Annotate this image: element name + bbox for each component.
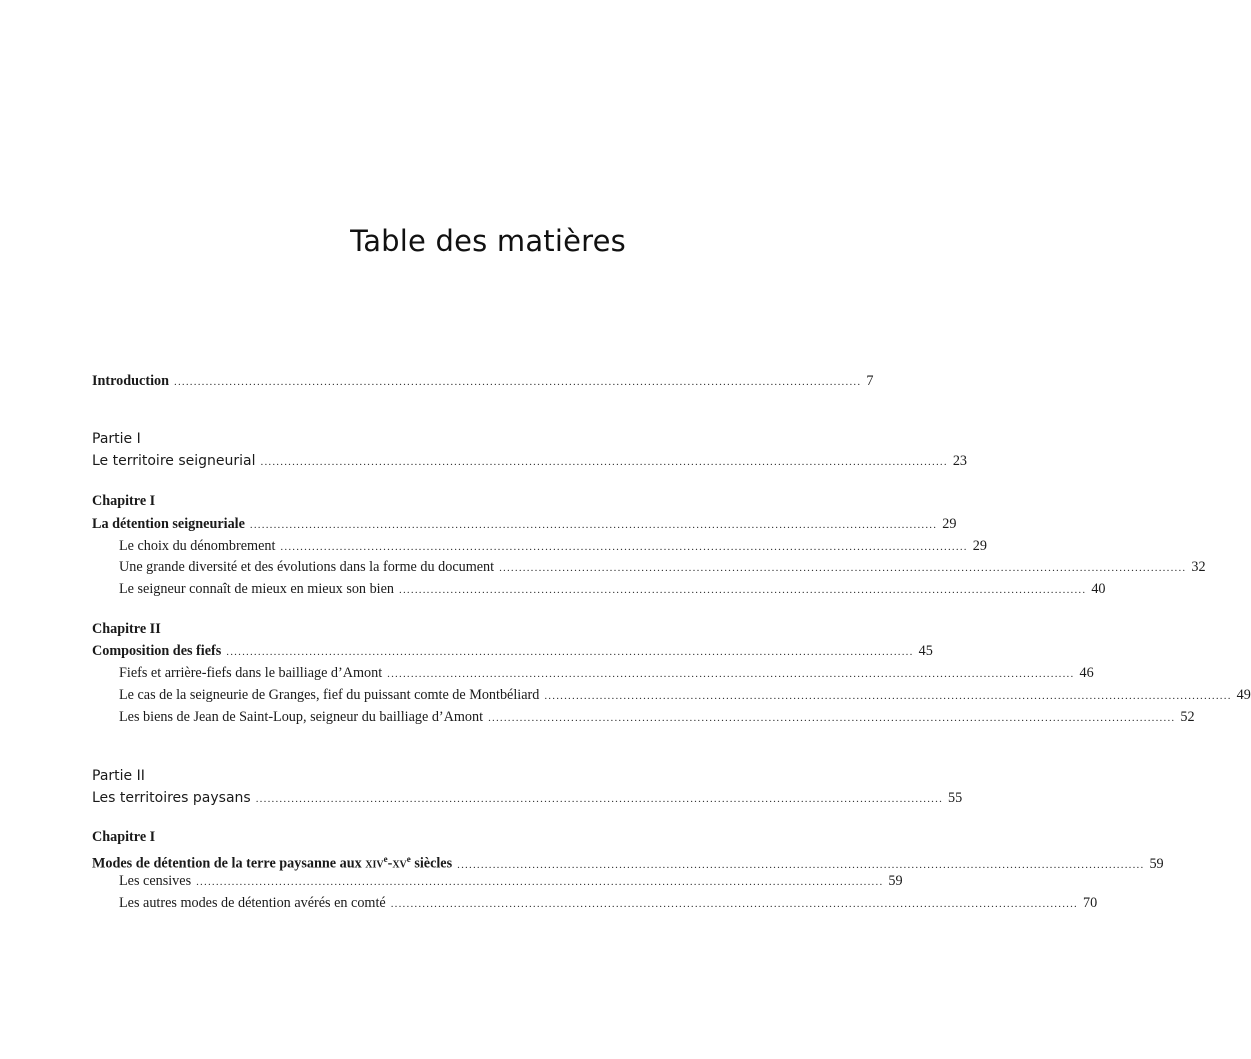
toc-label-start: Modes de détention de la terre paysanne aux [92,855,366,872]
toc-label: Le cas de la seigneurie de Granges, fief du puissant comte de Montbéliard [119,687,540,703]
toc-label: Les territoires paysans [92,790,251,806]
toc-label: La détention seigneuriale [92,516,245,532]
toc-entry-section[interactable] [119,871,903,892]
toc-entry-section[interactable] [119,685,1251,706]
toc-label: Les censives [119,873,192,889]
dot-leader: .............................................................................................................................................................................. [196,876,884,888]
toc-entry-section[interactable] [119,893,1098,914]
toc-page-number: 59 [888,873,903,889]
toc-label: Fiefs et arrière-fiefs dans le bailliage d’Amont [119,665,383,681]
toc-page-number: 7 [866,373,874,389]
toc-entry-introduction[interactable] [92,371,874,392]
dot-leader: .............................................................................................................................................................................. [544,690,1232,702]
toc-label-end: siècles [410,855,453,872]
dot-leader: .............................................................................................................................................................................. [457,858,1145,871]
toc-page-number: 45 [918,643,933,659]
range-dash: - [387,855,393,872]
dot-leader: .............................................................................................................................................................................. [260,456,948,468]
toc-label: Une grande diversité et des évolutions dans la forme du document [119,559,495,575]
century-numeral: xiv [365,855,384,872]
toc-entry-section[interactable] [119,663,1094,684]
toc-label: Le choix du dénombrement [119,538,276,554]
toc-label: Le territoire seigneurial [92,453,256,469]
toc-page-number: 29 [942,516,957,532]
dot-leader: .............................................................................................................................................................................. [499,562,1187,574]
toc-page-number: 55 [948,790,963,806]
toc-entry-part[interactable] [92,451,967,472]
toc-entry-section[interactable] [119,536,987,557]
toc-page-number: 52 [1180,709,1195,725]
toc-page-number: 40 [1091,581,1106,597]
century-numeral: xv [392,855,407,872]
toc-page-number: 32 [1191,559,1206,575]
dot-leader: .............................................................................................................................................................................. [255,793,944,805]
dot-leader: .............................................................................................................................................................................. [488,712,1176,724]
toc-entry-chapter[interactable] [92,514,957,535]
toc-page-number: 46 [1079,665,1094,681]
toc-page-number: 23 [952,453,967,469]
dot-leader: .............................................................................................................................................................................. [387,668,1075,680]
toc-entry-section[interactable] [119,579,1106,600]
toc-label: Les biens de Jean de Saint-Loup, seigneur du bailliage d’Amont [119,709,484,725]
toc-page-number: 49 [1236,687,1251,703]
ordinal-suffix: e [383,854,388,864]
ordinal-suffix: e [406,854,411,864]
toc-label: Composition des fiefs [92,643,222,659]
dot-leader: .............................................................................................................................................................................. [174,376,862,388]
chapter-heading: Chapitre I [92,829,156,845]
chapter-heading: Chapitre II [92,621,161,637]
dot-leader: .............................................................................................................................................................................. [280,541,968,553]
toc-page-number: 59 [1149,855,1164,872]
dot-leader: .............................................................................................................................................................................. [249,519,938,531]
dot-leader: .............................................................................................................................................................................. [399,584,1087,596]
chapter-heading: Chapitre I [92,493,156,509]
toc-label: Les autres modes de détention avérés en comté [119,895,386,911]
toc-page-number: 70 [1083,895,1098,911]
toc-label: Introduction [92,373,169,389]
part-heading: Partie I [92,431,141,447]
toc-page-number: 29 [972,538,987,554]
toc-entry-section[interactable] [119,707,1195,728]
toc-entry-part[interactable] [92,788,963,809]
page-title: Table des matières [350,224,626,258]
dot-leader: .............................................................................................................................................................................. [226,646,914,658]
toc-entry-section[interactable] [119,557,1206,578]
dot-leader: .............................................................................................................................................................................. [390,898,1079,910]
part-heading: Partie II [92,768,145,784]
toc-entry-chapter[interactable] [92,641,933,662]
toc-label: Le seigneur connaît de mieux en mieux son bien [119,581,395,597]
